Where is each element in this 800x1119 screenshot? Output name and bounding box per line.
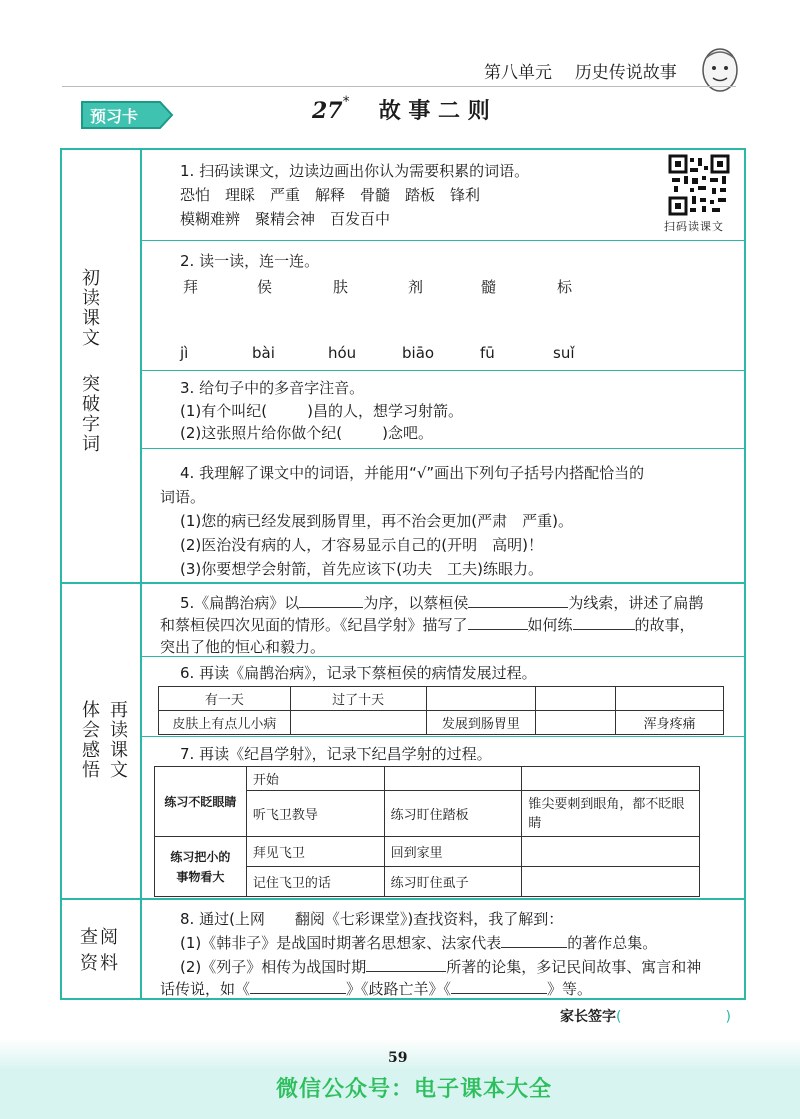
- q4-prompt-l1: 4. 我理解了课文中的词语，并能用“√”画出下列句子括号内搭配恰当的: [180, 464, 645, 482]
- q1-words-row1: 恐怕 理睬 严重 解释 骨髓 踏板 锋利: [180, 186, 481, 204]
- q5-line3: 突出了他的恒心和毅力。: [160, 638, 326, 656]
- q8-item-2-line2: [160, 978, 592, 1000]
- parent-signature: [560, 1006, 731, 1028]
- badge-label: 预习卡: [90, 107, 139, 126]
- q5-l2-a: 和蔡桓侯四次见面的情形。《纪昌学射》描写了: [160, 616, 468, 634]
- unit-label: 第八单元: [484, 63, 552, 83]
- q8-item-2: [180, 956, 701, 978]
- q6-prompt: 6. 再读《扁鹊治病》，记录下蔡桓侯的病情发展过程。: [180, 664, 537, 682]
- q2-char-1: 拜: [183, 278, 199, 296]
- q3-prompt: 3. 给句子中的多音字注音。: [180, 379, 365, 397]
- q6-r2-c1: 皮肤上有点儿小病: [159, 711, 291, 735]
- q7-g1r2-c2: 练习盯住踏板: [384, 791, 522, 837]
- q4-prompt-l2: 词语。: [160, 488, 206, 506]
- q6-r2-c2[interactable]: [290, 711, 426, 735]
- q3-line2: [180, 422, 433, 444]
- q5-line1: [180, 592, 703, 614]
- q5-blank-skill[interactable]: [573, 614, 635, 630]
- q-sep-1: [140, 240, 746, 241]
- q7-g1r1-c1: 开始: [246, 767, 384, 791]
- q8-item2-b: 所著的论集，多记民间故事、寓言和神: [446, 958, 702, 976]
- q3-line1: [180, 400, 463, 422]
- preview-card-badge: [78, 100, 174, 130]
- q8-item-1: [180, 932, 657, 954]
- q6-r1-c1: 有一天: [159, 687, 291, 711]
- section-sep-1: [60, 582, 746, 584]
- q8-item1-b: 的著作总集。: [567, 934, 658, 952]
- q7-prompt: 7. 再读《纪昌学射》，记录下纪昌学射的过程。: [180, 745, 492, 763]
- q7-g1r2-c1: 听飞卫教导: [246, 791, 384, 837]
- q2-pinyin-3: hóu: [328, 344, 357, 362]
- q7-g2r1-c1: 拜见飞卫: [246, 837, 384, 867]
- q8-blank-1[interactable]: [501, 932, 567, 948]
- q4-item-2: (2)医治没有病的人，才容易显示自己的(开明 高明)！: [180, 536, 543, 554]
- q8-item2-l2-a: 话传说，如《: [160, 980, 251, 998]
- q6-r2-c5: 浑身疼痛: [616, 711, 724, 735]
- q2-prompt: 2. 读一读，连一连。: [180, 252, 320, 270]
- table-row: [159, 711, 724, 735]
- q5-blank-clue[interactable]: [468, 592, 568, 608]
- page-number: 59: [388, 1050, 408, 1066]
- q1-words-row2: 模糊难辨 聚精会神 百发百中: [180, 210, 391, 228]
- q3-line1-b: )昌的人，想学习射箭。: [307, 402, 463, 420]
- q5-line2: [160, 614, 695, 636]
- q2-pinyin-4: biāo: [402, 344, 435, 362]
- section-sep-2: [60, 898, 746, 900]
- q5-l1-c: 为线索，讲述了扁鹊: [568, 594, 704, 612]
- header-rule: [62, 86, 736, 87]
- q6-r2-c4[interactable]: [536, 711, 616, 735]
- q8-blank-2[interactable]: [366, 956, 446, 972]
- q7-group-1: 练习不眨眼睛: [155, 767, 247, 837]
- section-label-research: 查阅资料: [80, 927, 120, 974]
- qr-code-icon[interactable]: [668, 154, 730, 216]
- q8-item2-a: (2)《列子》相传为战国时期: [180, 958, 367, 976]
- q5-l1-b: 为序，以蔡桓侯: [363, 594, 469, 612]
- q2-char-5: 髓: [481, 278, 497, 296]
- q8-prompt: 8. 通过(上网 翻阅《七彩课堂》)查找资料，我了解到：: [180, 910, 564, 928]
- q2-char-3: 肤: [333, 278, 349, 296]
- signature-open: (: [616, 1009, 622, 1025]
- q7-g2r1-c2: 回到家里: [384, 837, 522, 867]
- q8-blank-3[interactable]: [250, 978, 346, 994]
- q-sep-3: [140, 448, 746, 449]
- q8-item2-l2-b: 》《歧路亡羊》《: [346, 980, 452, 998]
- signature-close: ): [725, 1009, 731, 1025]
- lesson-title-group: [312, 94, 490, 125]
- q2-pinyin-2: bài: [252, 344, 275, 362]
- q6-table: [158, 686, 724, 735]
- q8-item2-l2-c: 》等。: [547, 980, 593, 998]
- lesson-mark: *: [342, 94, 350, 110]
- mascot-icon: [700, 44, 740, 98]
- q7-group-2-l2: 事物看大: [176, 869, 225, 884]
- q7-group-2-l1: 练习把小的: [170, 849, 231, 864]
- q7-g1r1-c2[interactable]: [384, 767, 522, 791]
- q6-r1-c4[interactable]: [536, 687, 616, 711]
- q7-g2r2-c3[interactable]: [522, 867, 700, 897]
- q6-r1-c5[interactable]: [616, 687, 724, 711]
- q2-pinyin-5: fū: [480, 344, 495, 362]
- q3-line2-a: (2)这张照片给你做个纪(: [180, 424, 343, 442]
- q3-line1-a: (1)有个叫纪(: [180, 402, 268, 420]
- lesson-title: 故 事 二 则: [378, 99, 490, 124]
- q5-l2-c: 的故事，: [634, 616, 695, 634]
- q1-prompt: 1. 扫码读课文，边读边画出你认为需要积累的词语。: [180, 162, 530, 180]
- qr-caption: 扫码读课文: [664, 220, 724, 233]
- q6-r1-c3[interactable]: [426, 687, 536, 711]
- table-row: [155, 837, 700, 867]
- q4-item-3: (3)你要想学会射箭，首先应该下(功夫 工夫)练眼力。: [180, 560, 543, 578]
- q3-line2-b: )念吧。: [382, 424, 433, 442]
- q2-pinyin-1: jì: [180, 344, 189, 362]
- q6-r1-c2: 过了十天: [290, 687, 426, 711]
- q7-g2r1-c3[interactable]: [522, 837, 700, 867]
- q4-item-1: (1)您的病已经发展到肠胃里，再不治会更加(严肃 严重)。: [180, 512, 573, 530]
- table-row: [155, 767, 700, 791]
- section-label-reread: 再读课文: [107, 700, 128, 780]
- signature-label: 家长签字: [560, 1009, 616, 1025]
- q-sep-5: [140, 736, 746, 737]
- q7-g1r2-c3: 锥尖要刺到眼角，都不眨眼睛: [522, 791, 700, 837]
- q2-char-6: 标: [557, 278, 573, 296]
- q2-pinyin-6: suǐ: [553, 344, 575, 362]
- q5-l2-b: 如何练: [527, 616, 573, 634]
- q2-char-4: 剂: [408, 278, 424, 296]
- unit-heading: [484, 62, 677, 84]
- q5-blank-order[interactable]: [299, 592, 363, 608]
- unit-theme: 历史传说故事: [574, 63, 677, 83]
- section-divider-vertical: [140, 148, 142, 1000]
- q7-g2r2-c1: 记住飞卫的话: [246, 867, 384, 897]
- q7-g1r1-c3[interactable]: [522, 767, 700, 791]
- q-sep-2: [140, 370, 746, 371]
- section-label-understand: 体会感悟: [79, 700, 100, 780]
- q5-l1-a: 5.《扁鹊治病》以: [180, 594, 300, 612]
- q2-char-2: 侯: [257, 278, 273, 296]
- q7-table: [154, 766, 700, 897]
- lesson-number: 27: [312, 98, 343, 124]
- q7-group-2: [155, 837, 247, 897]
- watermark: 微信公众号：电子课本大全: [276, 1077, 553, 1102]
- section-label-first-read: 初读课文: [79, 268, 100, 348]
- table-row: [159, 687, 724, 711]
- q8-item1-a: (1)《韩非子》是战国时期著名思想家、法家代表: [180, 934, 502, 952]
- q8-blank-4[interactable]: [451, 978, 547, 994]
- section-label-words: 突破字词: [79, 374, 100, 454]
- q5-blank-person[interactable]: [468, 614, 528, 630]
- q6-r2-c3: 发展到肠胃里: [426, 711, 536, 735]
- q7-g2r2-c2: 练习盯住虱子: [384, 867, 522, 897]
